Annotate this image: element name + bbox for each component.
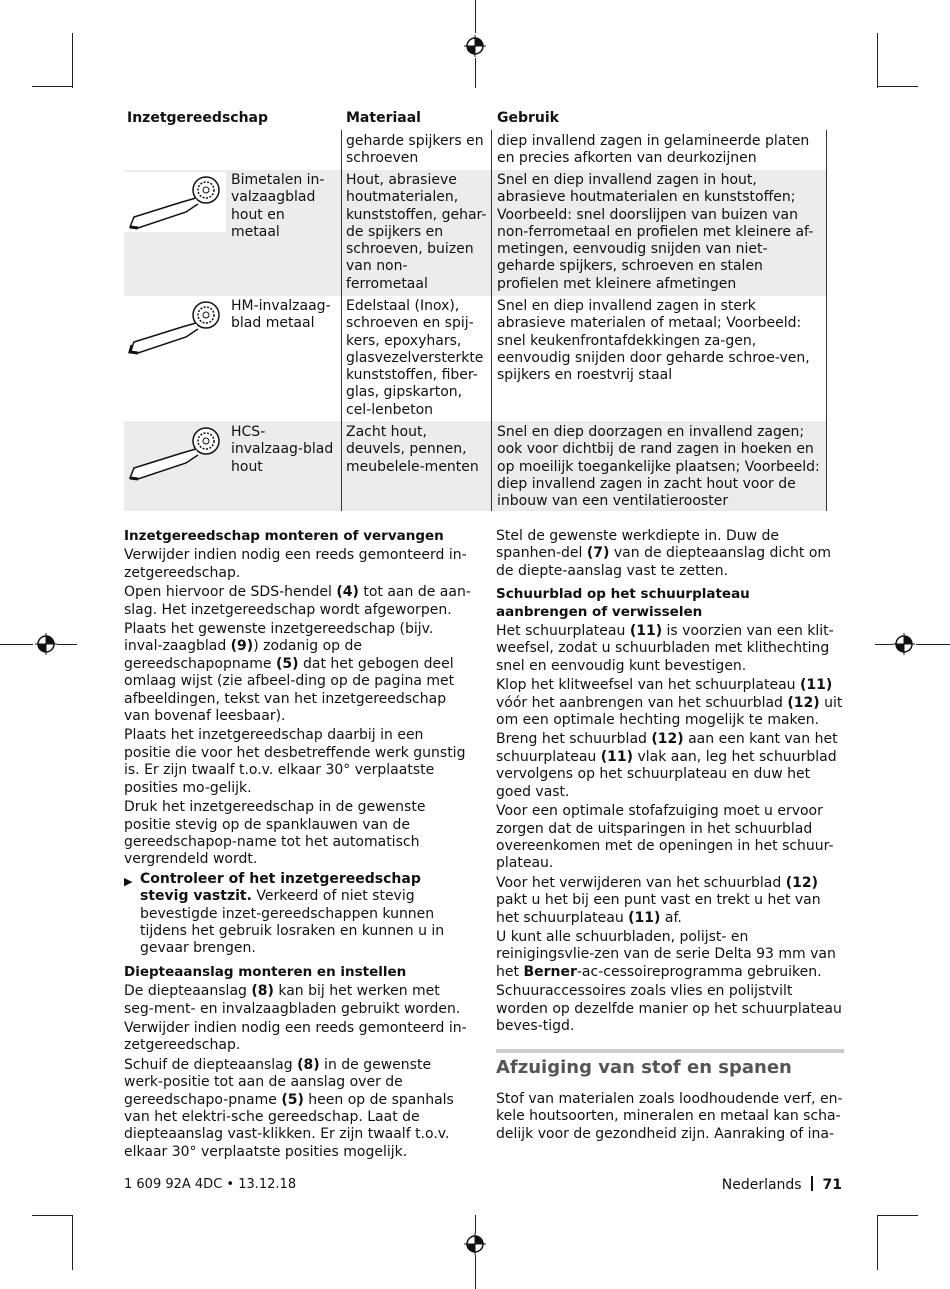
crop-mark: [877, 33, 878, 88]
paragraph: Stof van materialen zoals loodhoudende verf, en-kele houtsoorten, mineralen en metaal kan scha-delijk voor de gezondheid zijn. Aanraking of ina-: [496, 1090, 843, 1142]
crop-mark: [877, 1215, 878, 1270]
paragraph: Verwijder indien nodig een reeds gemonteerd in-zetgereedschap.: [124, 1019, 467, 1054]
crop-mark: [475, 0, 476, 33]
table-header-use: Gebruik: [497, 110, 559, 126]
paragraph: De diepteaanslag (8) kan bij het werken met seg-ment- en invalzaagbladen gebruikt worden.: [124, 983, 461, 1017]
crop-mark: [72, 1215, 73, 1270]
warning-bullet: ▶ Controleer of het inzetgereedschap stevig vastzit. Verkeerd of niet stevig bevestigde inzet-gereedschappen kunnen tijdens het gebruik losraken en kunnen u in gevaar brengen.: [124, 870, 445, 957]
registration-mark-icon: [464, 35, 486, 57]
left-column: [124, 522, 472, 1163]
crop-mark: [72, 33, 73, 88]
column-divider: [826, 130, 827, 511]
hm-blade-image: [124, 297, 226, 357]
section-heading: Diepteaanslag monteren en instellen: [124, 963, 407, 980]
crop-mark: [475, 1255, 476, 1289]
section-heading: Inzetgereedschap monteren of vervangen: [124, 528, 444, 544]
table-cell-material: Edelstaal (Inox), schroeven en spij-kers, epoxyhars, glasvezelversterkte kunststoffen, fiber-glas, gipskarton, cel-lenbeton: [346, 298, 484, 418]
paragraph: Druk het inzetgereedschap in de gewenste positie stevig op de spanklauwen van de gereedschapop-name tot het automatisch vergrendeld wordt.: [124, 799, 426, 868]
registration-mark-icon: [893, 633, 915, 655]
column-divider: [341, 130, 342, 511]
page-number: 71: [822, 1177, 842, 1193]
paragraph: Voor een optimale stofafzuiging moet u ervoor zorgen dat de uitsparingen in het schuurblad overeenkomen met de openingen in het schuur-plateau.: [496, 803, 834, 872]
crop-mark: [875, 644, 893, 645]
language-label: Nederlands: [721, 1177, 802, 1193]
table-cell-material: Zacht hout, deuvels, pennen, meubelele-menten: [346, 424, 479, 475]
bimetal-blade-image: [124, 172, 226, 232]
crop-mark: [475, 58, 476, 88]
triangle-bullet-icon: ▶: [124, 874, 133, 888]
paragraph: Stel de gewenste werkdiepte in. Duw de spanhen-del (7) van de diepteaanslag dicht om de diepte-aanslag vast te zetten.: [496, 528, 832, 579]
footer-divider: [811, 1176, 813, 1191]
crop-mark: [878, 86, 918, 87]
paragraph: Plaats het inzetgereedschap daarbij in een positie die voor het desbetreffende werk gunstig is. Er zijn twaalf t.o.v. elkaar 30° verplaatste posities mo-gelijk.: [124, 727, 466, 796]
crop-mark: [0, 644, 33, 645]
crop-mark: [32, 86, 72, 87]
registration-mark-icon: [35, 633, 57, 655]
section-title: Afzuiging van stof en spanen: [496, 1049, 844, 1076]
crop-mark: [32, 1215, 72, 1216]
paragraph: Plaats het gewenste inzetgereedschap (bijv. inval-zaagblad (9)) zodanig op de gereedschapopname (5) dat het gebogen deel omlaag wijst (zie afbeel-ding op de pagina met afbeeldingen, tekst van het inzetgereedschap van bovenaf leesbaar).: [124, 621, 455, 725]
paragraph: Het schuurplateau (11) is voorzien van een klit-weefsel, zodat u schuurbladen met klithechting snel en eenvoudig kunt bevestigen.: [496, 623, 834, 674]
footer-language: [700, 1176, 842, 1193]
table-cell-use: Snel en diep invallend zagen in sterk abrasieve materialen of metaal; Voorbeeld: snel keukenfrontafdekkingen za-gen, eenvoudig snijden door geharde schroe-ven, spijkers en roestvrij staal: [497, 298, 810, 384]
table-cell-material: Hout, abrasieve houtmaterialen, kunststoffen, gehar-de spijkers en schroeven, buizen van non-ferrometaal: [346, 172, 487, 292]
paragraph: Klop het klitweefsel van het schuurplateau (11) vóór het aanbrengen van het schuurblad (12) uit om een optimale hechting mogelijk te maken.: [496, 677, 843, 729]
table-header-material: Materiaal: [346, 110, 421, 126]
paragraph: Schuuraccessoires zoals vlies en polijstvilt worden op dezelfde manier op het schuurplateau beves-tigd.: [496, 983, 842, 1034]
table-cell-use: diep invallend zagen in gelamineerde platen en precies afkorten van deurkozijnen: [497, 133, 810, 167]
column-divider: [491, 130, 492, 511]
table-cell-tool: HCS-invalzaag-blad hout: [231, 424, 334, 475]
document-code: 1 609 92A 4DC • 13.12.18: [124, 1177, 297, 1192]
crop-mark: [57, 644, 77, 645]
table-header-tool: Inzetgereedschap: [127, 110, 269, 126]
registration-mark-icon: [464, 1233, 486, 1255]
crop-mark: [878, 1215, 918, 1216]
paragraph: Schuif de diepteaanslag (8) in de gewenste werk-positie tot aan de aanslag over de gereedschapo-pname (5) heen op de spanhals van het elektri-sche gereedschap. Laat de diepteaanslag vast-klikken. Er zijn twaalf t.o.v. elkaar 30° verplaatste posities mogelijk.: [124, 1056, 454, 1160]
table-cell-use: Snel en diep invallend zagen in hout, abrasieve houtmaterialen en kunststoffen; Voorbeeld: snel doorslijpen van buizen van non-ferrometaal en profielen met kleinere af-metingen, eenvoudig snijden van niet-geharde spijkers, schroeven en stalen profielen met kleinere afmetingen: [497, 172, 814, 292]
table-cell-use: Snel en diep doorzagen en invallend zagen; ook voor dichtbij de rand zagen in hoeken en op moeilijk toegankelijke plaatsen; Voorbeeld: diep invallend zagen in zacht hout voor de inbouw van een ventilatierooster: [497, 424, 820, 510]
paragraph: Open hiervoor de SDS-hendel (4) tot aan de aan-slag. Het inzetgereedschap wordt afgeworpen.: [124, 584, 471, 618]
crop-mark: [475, 1215, 476, 1233]
hcs-blade-image: [124, 423, 226, 483]
paragraph: Verwijder indien nodig een reeds gemonteerd in-zetgereedschap.: [124, 547, 467, 581]
paragraph: Breng het schuurblad (12) aan een kant van het schuurplateau (11) vlak aan, leg het schuurblad vervolgens op het schuurplateau en duw het goed vast.: [496, 731, 838, 800]
table-cell-tool: Bimetalen in-valzaagblad hout en metaal: [231, 172, 325, 240]
crop-mark: [916, 644, 950, 645]
table-cell-material: geharde spijkers en schroeven: [346, 133, 484, 167]
paragraph: U kunt alle schuurbladen, polijst- en reinigingsvlie-zen van de serie Delta 93 mm van het Berner-ac-cessoireprogramma gebruiken.: [496, 928, 836, 980]
paragraph: Voor het verwijderen van het schuurblad (12) pakt u het bij een punt vast en trekt u het van het schuurplateau (11) af.: [496, 874, 821, 926]
table-cell-tool: HM-invalzaag-blad metaal: [231, 298, 331, 332]
section-heading: Schuurblad op het schuurplateau aanbrengen of verwisselen: [496, 586, 750, 620]
right-column: [496, 528, 844, 1145]
